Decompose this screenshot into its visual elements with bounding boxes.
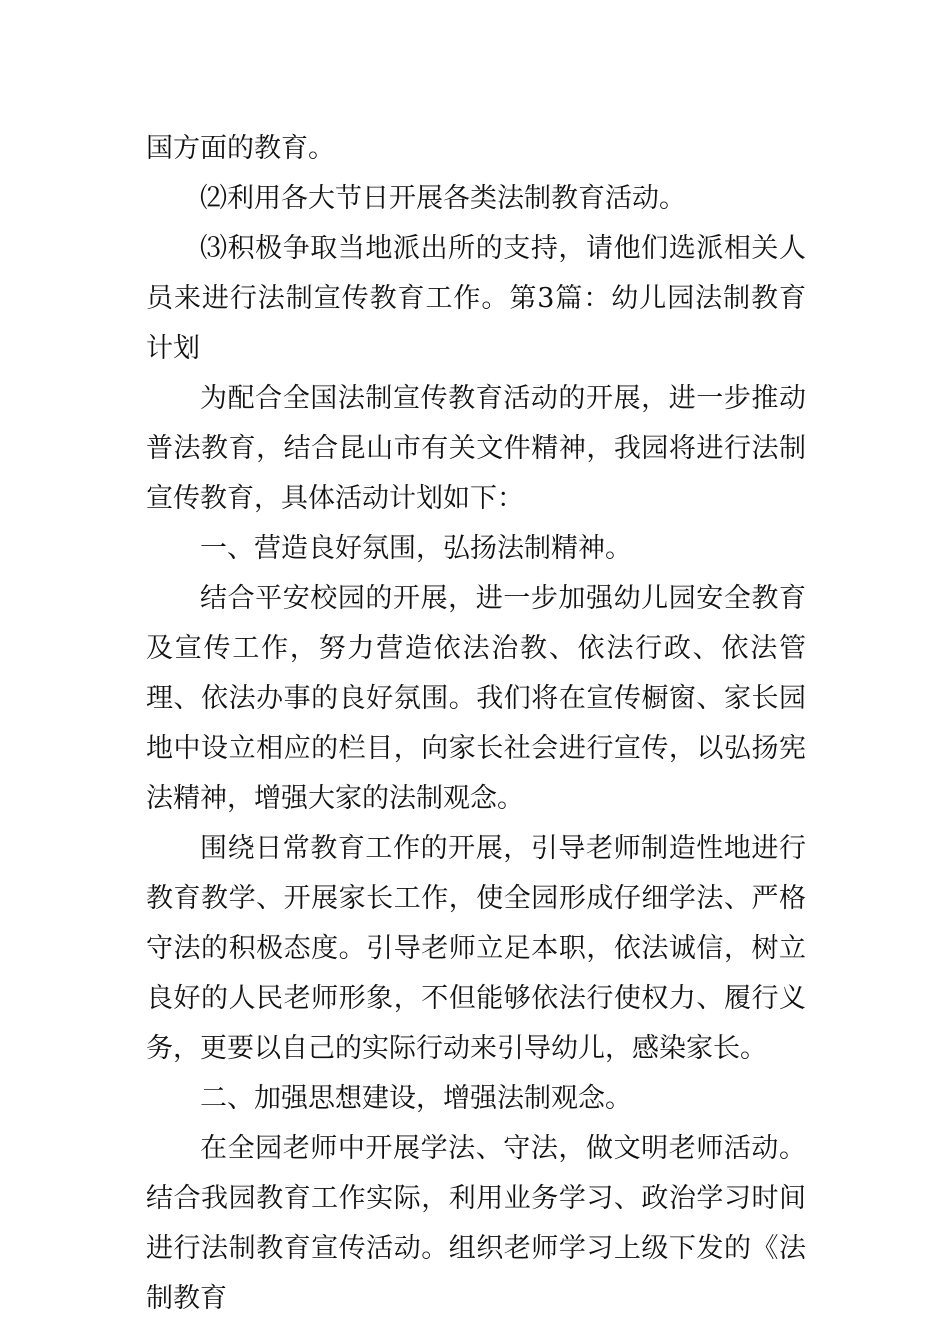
paragraph-continuation: 国方面的教育。 <box>146 133 335 164</box>
section-heading-2: 二、加强思想建设，增强法制观念。 <box>200 1083 632 1114</box>
paragraph-section-1b: 围绕日常教育工作的开展，引导老师制造性地进行教育教学、开展家长工作，使全园形成仔细学法、严格守法的积极态度。引导老师立足本职，依法诚信，树立良好的人民老师形象，不但能够依法行使权力、履行义务，更要以自己的实际行动来引导幼儿，感染家长。 <box>146 833 806 1064</box>
paragraph-section-2a: 在全园老师中开展学法、守法，做文明老师活动。结合我园教育工作实际，利用业务学习、政治学习时间进行法制教育宣传活动。组织老师学习上级下发的《法制教育 <box>146 1133 806 1314</box>
paragraph-section-1a: 结合平安校园的开展，进一步加强幼儿园安全教育及宣传工作，努力营造依法治教、依法行政、依法管理、依法办事的良好氛围。我们将在宣传橱窗、家长园地中设立相应的栏目，向家长社会进行宣传，以弘扬宪法精神，增强大家的法制观念。 <box>146 583 806 814</box>
paragraph-intro: 为配合全国法制宣传教育活动的开展，进一步推动普法教育，结合昆山市有关文件精神，我园将进行法制宣传教育，具体活动计划如下： <box>146 383 806 514</box>
paragraph-item-3: ⑶积极争取当地派出所的支持，请他们选派相关人员来进行法制宣传教育工作。第3篇：幼儿园法制教育计划 <box>146 233 806 364</box>
paragraph-item-2: ⑵利用各大节日开展各类法制教育活动。 <box>200 183 686 214</box>
section-heading-1: 一、营造良好氛围，弘扬法制精神。 <box>200 533 632 564</box>
document-body <box>146 124 806 1324</box>
